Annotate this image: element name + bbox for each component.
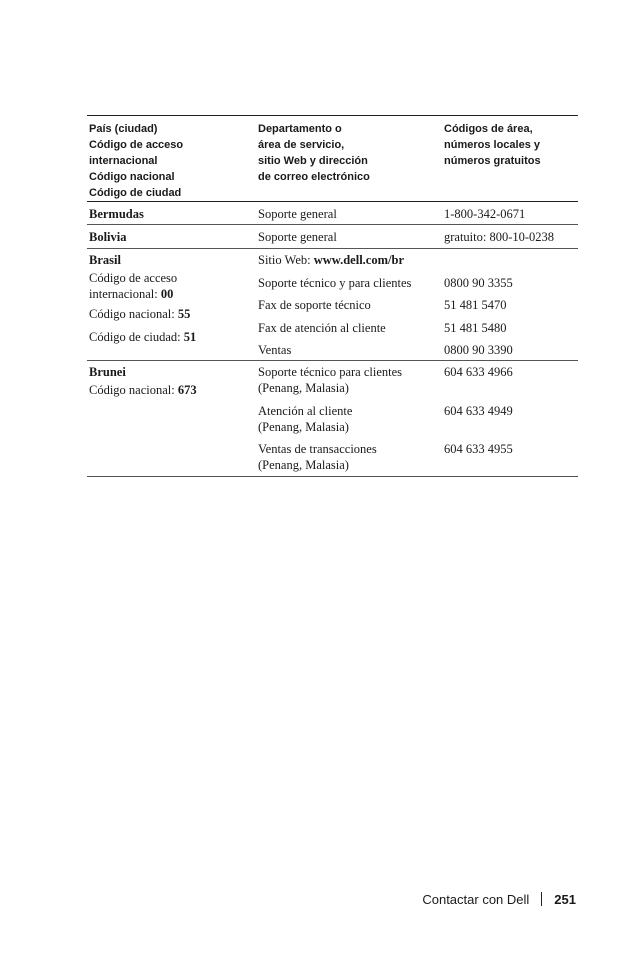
website (258, 252, 438, 268)
table-row (87, 361, 578, 477)
website-label: Sitio Web: (258, 253, 311, 267)
phone-number: 0800 90 3390 (444, 343, 513, 357)
department-line: Ventas de transacciones (258, 442, 377, 456)
table-header (87, 116, 578, 202)
header-line: internacional (89, 155, 158, 167)
national-code-value: 55 (177, 307, 191, 321)
table-row (87, 225, 578, 249)
header-line: de correo electrónico (258, 171, 370, 183)
header-department (258, 121, 438, 185)
footer-divider (541, 892, 542, 906)
department: Fax de soporte técnico (258, 298, 371, 312)
phone-number: 51 481 5470 (444, 298, 507, 312)
contact-table (87, 115, 578, 477)
department: Soporte técnico y para clientes (258, 276, 412, 290)
header-country (89, 121, 249, 201)
country-name: Brunei (89, 365, 126, 379)
header-line: Código de ciudad (89, 187, 182, 199)
access-code (89, 270, 249, 302)
access-code-line (89, 286, 249, 302)
phone-number: 604 633 4949 (444, 404, 513, 418)
table-row (87, 249, 578, 361)
header-line: números locales y (444, 139, 540, 151)
department (258, 441, 438, 473)
page-number: 251 (554, 892, 576, 907)
header-line: área de servicio, (258, 139, 345, 151)
department: Fax de atención al cliente (258, 321, 386, 335)
department-line: Atención al cliente (258, 404, 353, 418)
department: Soporte general (258, 230, 337, 244)
department-line: (Penang, Malasia) (258, 420, 349, 434)
footer-title: Contactar con Dell (422, 892, 530, 907)
phone-number: 604 633 4955 (444, 442, 513, 456)
phone-number: gratuito: 800-10-0238 (444, 230, 555, 244)
header-numbers (444, 121, 578, 169)
department: Ventas (258, 343, 292, 357)
header-line: Departamento o (258, 123, 342, 135)
country-name: Bolivia (89, 230, 127, 244)
table-row (87, 202, 578, 225)
city-code-value: 51 (183, 330, 197, 344)
website-link[interactable]: www.dell.com/br (313, 253, 404, 267)
national-code-value: 673 (177, 383, 197, 397)
phone-number: 1-800-342-0671 (444, 207, 526, 221)
country-name: Brasil (89, 253, 121, 267)
phone-number: 604 633 4966 (444, 365, 513, 379)
header-line: País (ciudad) (89, 123, 158, 135)
department-line: (Penang, Malasia) (258, 458, 349, 472)
national-code (89, 382, 249, 398)
header-line: sitio Web y dirección (258, 155, 368, 167)
header-line: números gratuitos (444, 155, 541, 167)
header-line: Códigos de área, (444, 123, 533, 135)
access-code-value: 00 (160, 287, 174, 301)
department-line: (Penang, Malasia) (258, 381, 349, 395)
national-code (89, 306, 249, 322)
country-name: Bermudas (89, 207, 144, 221)
department (258, 403, 438, 435)
phone-number: 51 481 5480 (444, 321, 507, 335)
access-code-label: internacional: (89, 287, 158, 301)
city-code-label: Código de ciudad: (89, 330, 181, 344)
phone-number: 0800 90 3355 (444, 276, 513, 290)
department: Soporte general (258, 207, 337, 221)
department (258, 364, 438, 396)
city-code (89, 329, 249, 345)
page-footer (422, 892, 576, 907)
national-code-label: Código nacional: (89, 307, 175, 321)
access-code-label: Código de acceso (89, 271, 178, 285)
header-line: Código nacional (89, 171, 175, 183)
header-line: Código de acceso (89, 139, 184, 151)
department-line: Soporte técnico para clientes (258, 365, 403, 379)
national-code-label: Código nacional: (89, 383, 175, 397)
